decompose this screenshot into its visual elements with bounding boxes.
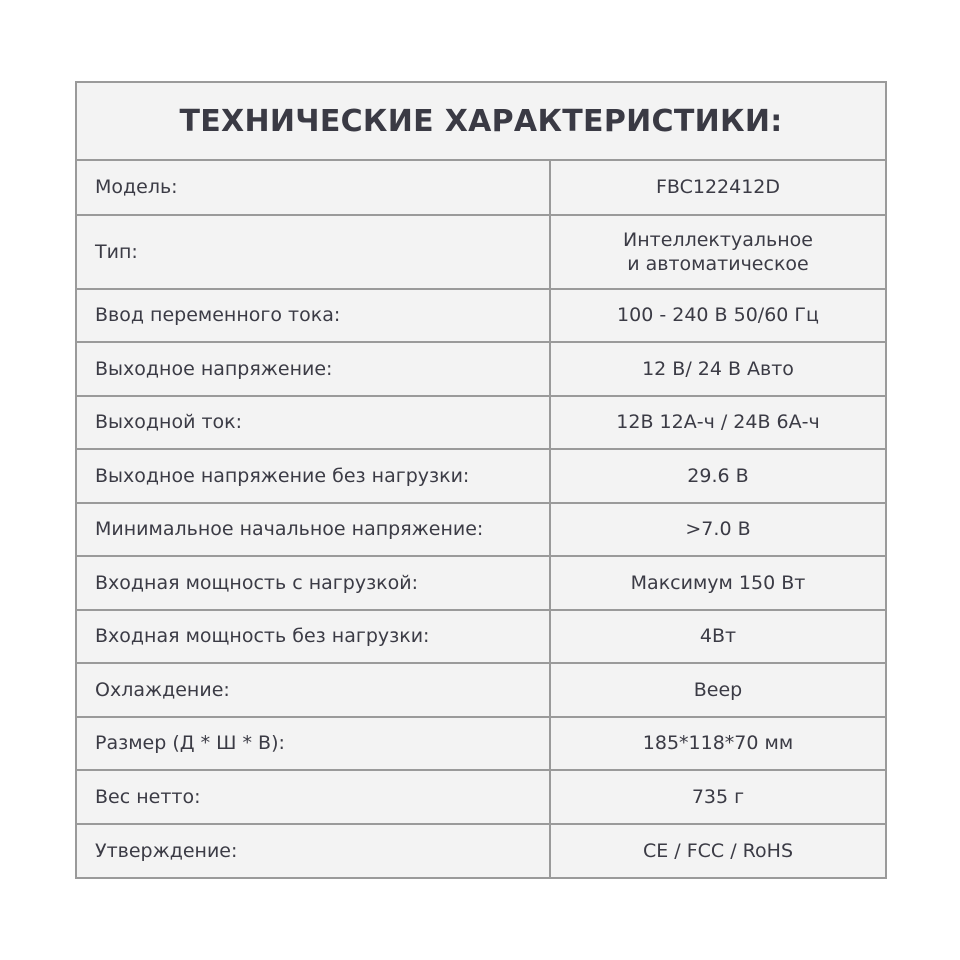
spec-label: Утверждение:: [77, 824, 550, 878]
spec-row-size: [77, 717, 885, 771]
spec-value: Максимум 150 Вт: [550, 556, 885, 610]
spec-value-line-2: и автоматическое: [627, 252, 809, 275]
spec-label: Вес нетто:: [77, 770, 550, 824]
spec-value: 12 В/ 24 В Авто: [550, 342, 885, 396]
spec-label: Охлаждение:: [77, 663, 550, 717]
spec-value: 100 - 240 В 50/60 Гц: [550, 289, 885, 343]
spec-row-input-power-load: [77, 556, 885, 610]
spec-value: 185*118*70 мм: [550, 717, 885, 771]
spec-row-min-start-voltage: [77, 503, 885, 557]
spec-value: 12В 12А-ч / 24В 6А-ч: [550, 396, 885, 450]
spec-row-ac-input: [77, 289, 885, 343]
spec-label: Выходной ток:: [77, 396, 550, 450]
spec-row-input-power-no-load: [77, 610, 885, 664]
spec-label: Ввод переменного тока:: [77, 289, 550, 343]
spec-title: ТЕХНИЧЕСКИЕ ХАРАКТЕРИСТИКИ:: [77, 83, 885, 161]
spec-value: 735 г: [550, 770, 885, 824]
spec-row-type: [77, 215, 885, 289]
spec-value: Веер: [550, 663, 885, 717]
spec-row-approval: [77, 824, 885, 878]
spec-label: Входная мощность без нагрузки:: [77, 610, 550, 664]
spec-value: 29.6 В: [550, 449, 885, 503]
spec-value: CE / FCC / RoHS: [642, 839, 793, 862]
spec-value: 4Вт: [550, 610, 885, 664]
spec-table: [77, 161, 885, 877]
spec-label: Размер (Д * Ш * В):: [77, 717, 550, 771]
spec-value: [550, 215, 885, 289]
spec-card: [75, 81, 887, 879]
spec-value: FBC122412D: [550, 161, 885, 215]
spec-row-no-load-voltage: [77, 449, 885, 503]
spec-label: Модель:: [77, 161, 550, 215]
spec-label: Входная мощность с нагрузкой:: [77, 556, 550, 610]
spec-row-output-current: [77, 396, 885, 450]
spec-row-output-voltage: [77, 342, 885, 396]
spec-label: Тип:: [77, 215, 550, 289]
spec-value-line-1: Интеллектуальное: [623, 228, 813, 251]
spec-label: Выходное напряжение:: [77, 342, 550, 396]
spec-label: Выходное напряжение без нагрузки:: [77, 449, 550, 503]
spec-value: >7.0 В: [550, 503, 885, 557]
spec-row-cooling: [77, 663, 885, 717]
spec-row-net-weight: [77, 770, 885, 824]
spec-label: Минимальное начальное напряжение:: [77, 503, 550, 557]
spec-row-model: [77, 161, 885, 215]
